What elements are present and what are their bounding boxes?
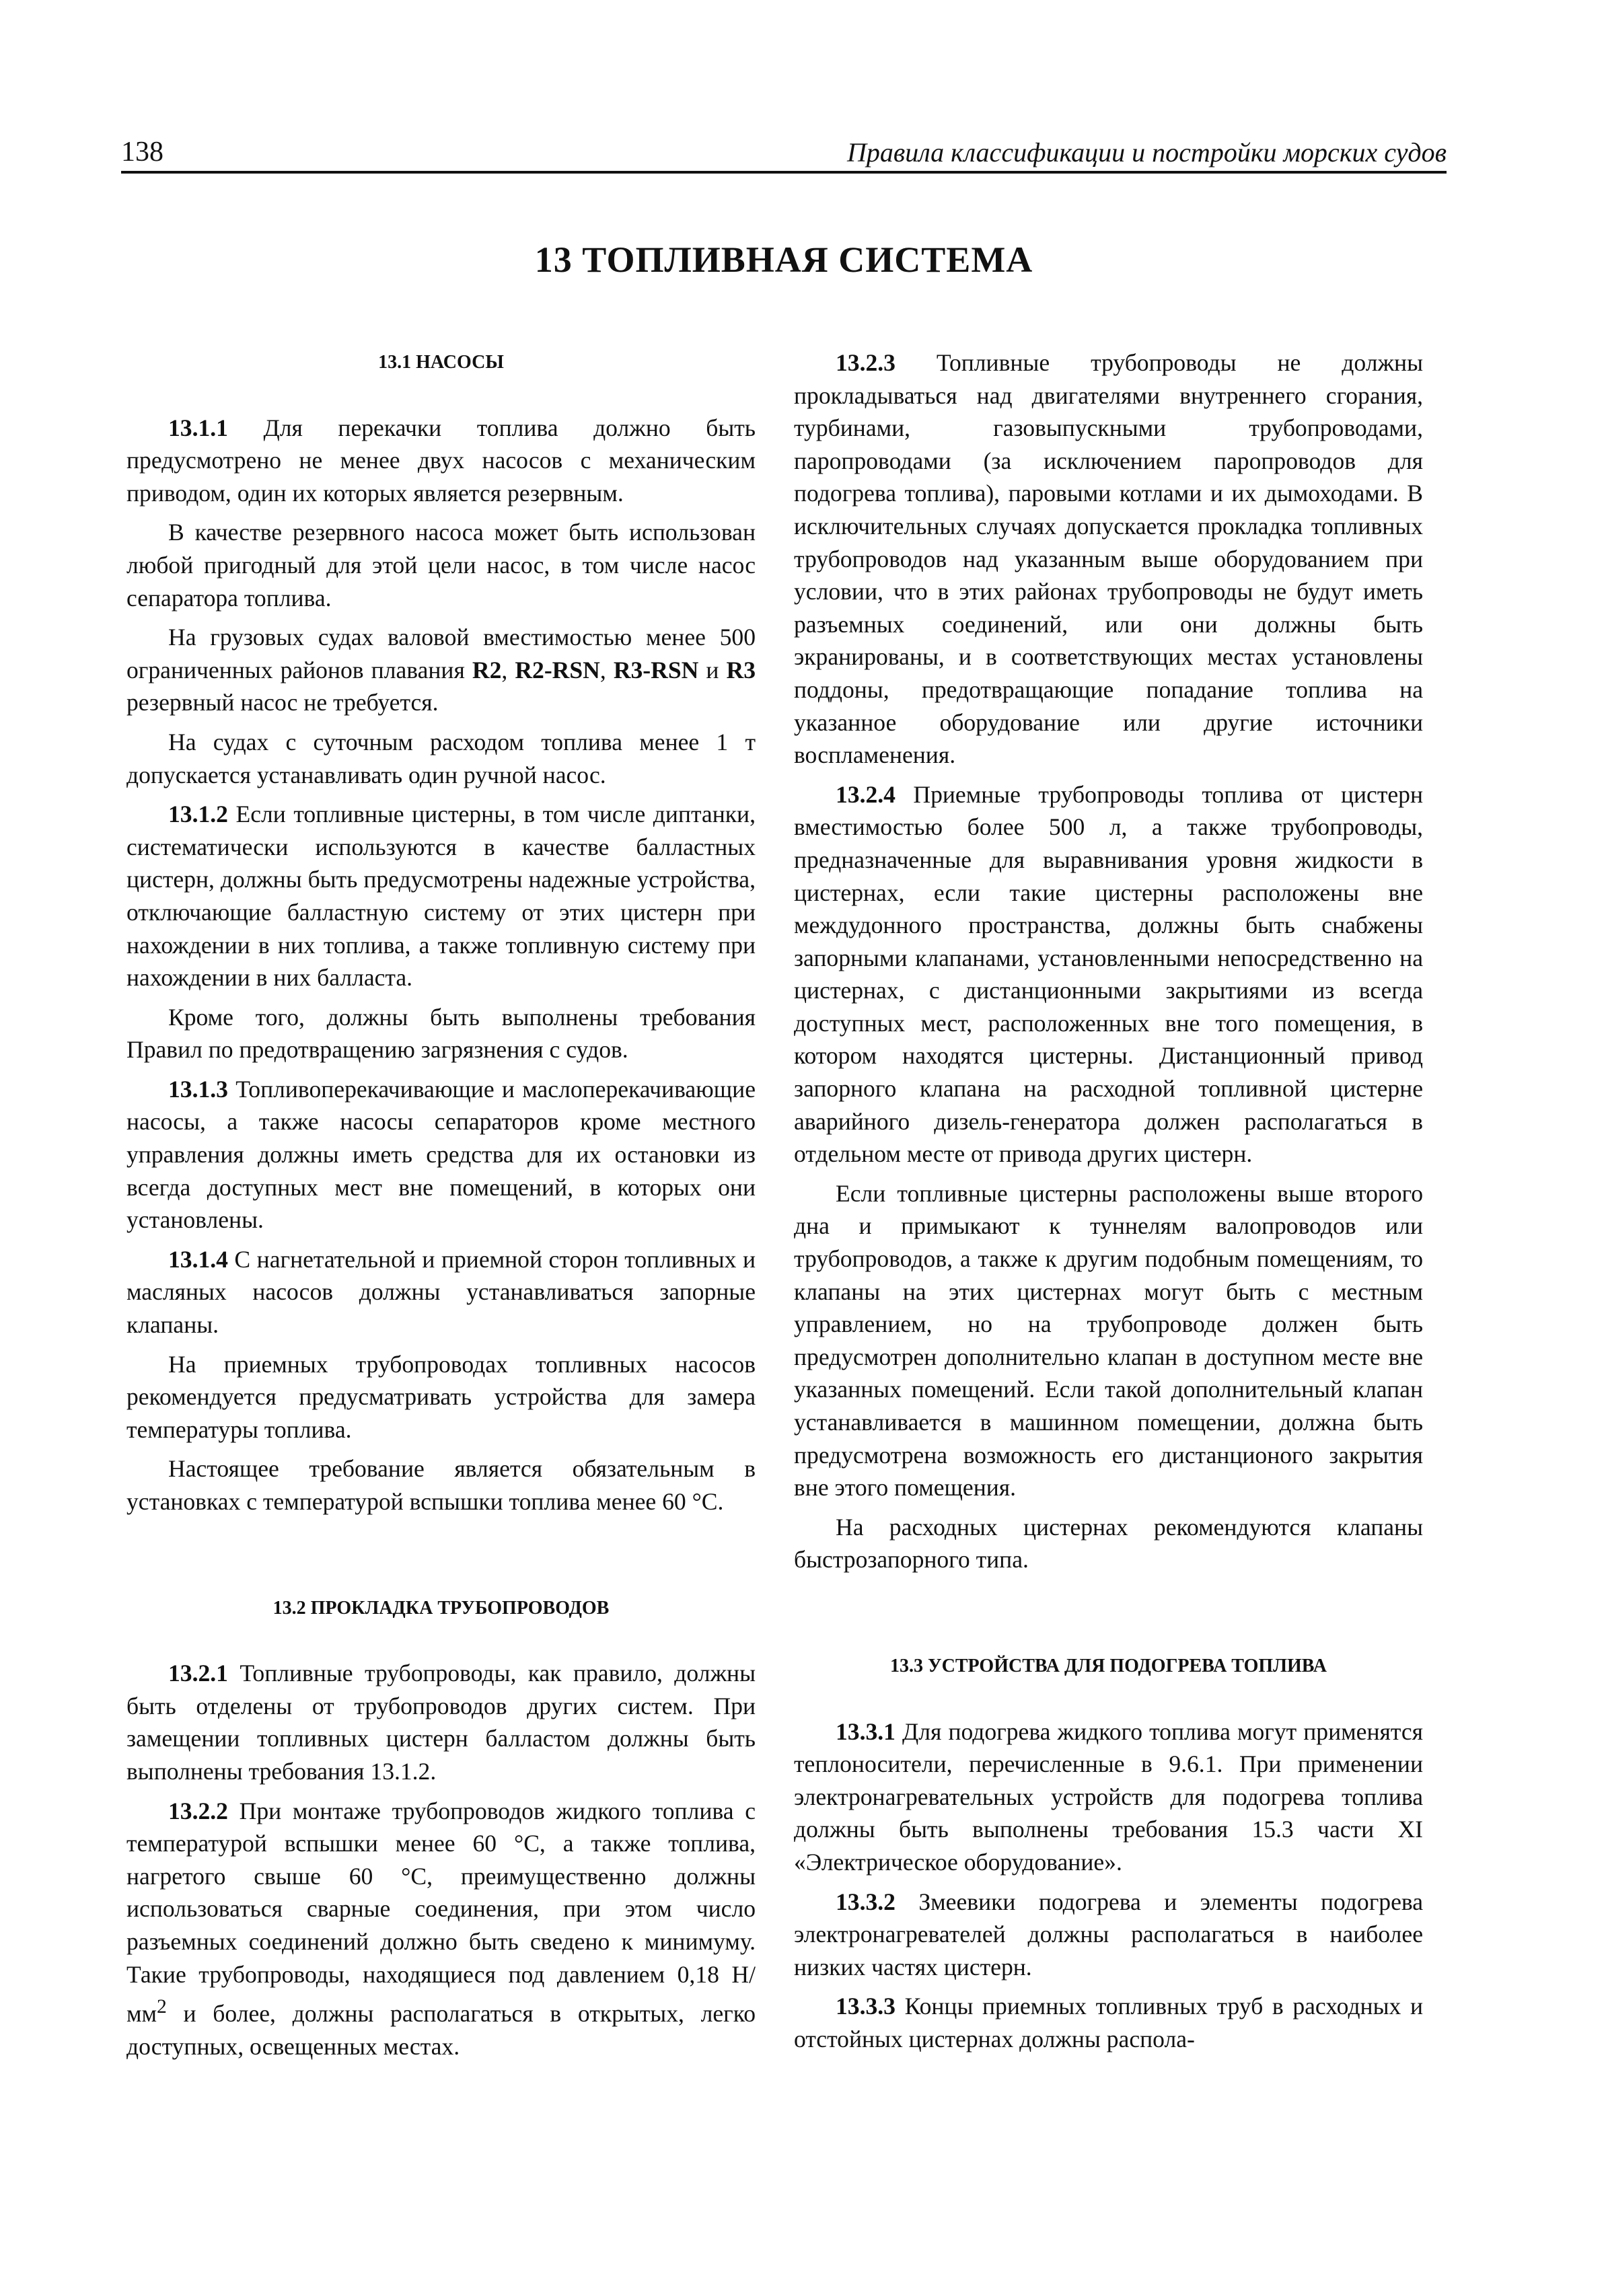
- clause-number: 13.3.2: [836, 1888, 896, 1915]
- area-r3-rsn: R3-RSN: [613, 656, 699, 683]
- clause-number: 13.1.3: [168, 1075, 228, 1103]
- superscript: 2: [157, 1996, 167, 2018]
- clause-number: 13.3.1: [836, 1717, 896, 1745]
- paragraph-service-tanks: На расходных цистернах рекомендуются клапаны быстрозапорного типа.: [794, 1513, 1423, 1573]
- paragraph-temperature-devices: На приемных трубопроводах топливных насосов рекомендуется предусматривать устройства для замера температуры топлива.: [126, 1350, 756, 1443]
- separator-text: и: [698, 656, 727, 683]
- paragraph-13-2-4: [794, 778, 1423, 1171]
- page-number: 138: [121, 137, 163, 168]
- separator-text: ,: [501, 656, 515, 683]
- paragraph-pollution: Кроме того, должны быть выполнены требования Правил по предотвращению загрязнения с судов.: [126, 1003, 756, 1064]
- paragraph-13-1-3: [126, 1073, 756, 1236]
- clause-number: 13.1.1: [168, 414, 228, 441]
- paragraph-text: Приемные трубопроводы топлива от цистерн вместимостью более 500 л, а также трубопроводы, предназначенные для выравнивания уровня жидкости в цистернах, если такие цистерны расположены вне междудонного пространства, должны быть снабжены запорными клапанами, установленными непосредственно на цистернах, с дистанционными закрытиями из всегда доступных мест, расположенных вне того помещения, в котором находятся цистерны. Дистанционный привод запорного клапана на расходной топливной цистерне аварийного дизель-генератора должен располагаться в отдельном месте от привода других цистерн.: [794, 780, 1423, 1168]
- paragraph-mandatory: Настоящее требование является обязательным в установках с температурой вспышки топлива менее 60 °С.: [126, 1455, 756, 1515]
- paragraph-13-1-1: [126, 412, 756, 510]
- area-r3: R3: [726, 656, 756, 683]
- paragraph-13-2-1: [126, 1657, 756, 1787]
- paragraph-text: При монтаже трубопроводов жидкого топлива с температурой вспышки менее 60 °С, а также топлива, нагретого свыше 60 °С, преимущественно должны использоваться сварные соединения, при этом число разъемных соединений должно быть сведено к минимуму. Такие трубопроводы, находящиеся под давлением 0,18 Н/мм: [126, 1797, 756, 2027]
- section-heading-13-1: 13.1 НАСОСЫ: [378, 352, 504, 373]
- paragraph-text: Топливные трубопроводы, как правило, должны быть отделены от трубопроводов других систем. При замещении топливных цистерн балластом должны быть выполнены требования 13.1.2.: [126, 1660, 756, 1785]
- paragraph-13-3-2: [794, 1886, 1423, 1984]
- left-column: [126, 346, 756, 2063]
- section-heading-13-2: 13.2 ПРОКЛАДКА ТРУБОПРОВОДОВ: [272, 1597, 610, 1619]
- clause-number: 13.2.3: [836, 349, 896, 376]
- paragraph-text: Концы приемных топливных труб в расходных и отстойных цистернах должны распола-: [794, 1993, 1423, 2052]
- paragraph-text: Топливоперекачивающие и маслоперекачивающие насосы, а также насосы сепараторов кроме местного управления должны иметь средства для их остановки из всегда доступных мест вне помещений, в которых они установлены.: [126, 1075, 756, 1234]
- area-r2: R2: [472, 656, 502, 683]
- clause-number: 13.2.1: [168, 1660, 228, 1687]
- paragraph-13-2-2: [126, 1795, 756, 2063]
- paragraph-text: и более, должны располагаться в открытых, легко доступных, освещенных местах.: [126, 1999, 756, 2060]
- paragraph-text: На грузовых судах валовой вместимостью менее 500 ограниченных районов плавания: [126, 624, 756, 683]
- separator-text: ,: [599, 656, 614, 683]
- paragraph-13-3-1: [794, 1715, 1423, 1879]
- area-r2-rsn: R2-RSN: [515, 656, 600, 683]
- paragraph-13-1-2: [126, 798, 756, 994]
- clause-number: 13.3.3: [836, 1993, 896, 2020]
- right-column: [794, 346, 1423, 2056]
- section-heading-13-3: 13.3 УСТРОЙСТВА ДЛЯ ПОДОГРЕВА ТОПЛИВА: [890, 1655, 1327, 1676]
- chapter-title: 13 ТОПЛИВНАЯ СИСТЕМА: [534, 239, 1033, 280]
- paragraph-text: Для перекачки топлива должно быть предусмотрено не менее двух насосов с механическим приводом, один их которых является резервным.: [126, 414, 756, 507]
- paragraph-reserve-pump: В качестве резервного насоса может быть использован любой пригодный для этой цели насос, в том числе насос сепаратора топлива.: [126, 519, 756, 612]
- paragraph-13-2-3: [794, 346, 1423, 772]
- paragraph-text: Топливные трубопроводы не должны прокладываться над двигателями внутреннего сгорания, турбинами, газовыпускными трубопроводами, паропроводами (за исключением паропроводов для подогрева топлива), паровыми котлами и их дымоходами. В исключительных случаях допускается прокладка топливных трубопроводов над указанным выше оборудованием при условии, что в этих районах трубопроводы не будут иметь разъемных соединений, или они должны быть экранированы, и в соответствующих местах установлены поддоны, предотвращающие попадание топлива на указанное оборудование или другие источники воспламенения.: [794, 349, 1423, 769]
- paragraph-daily-consumption: На судах с суточным расходом топлива менее 1 т допускается устанавливать один ручной насос.: [126, 728, 756, 788]
- paragraph-13-3-3: [794, 1990, 1423, 2055]
- clause-number: 13.1.4: [168, 1245, 228, 1273]
- paragraph-text: Для подогрева жидкого топлива могут применятся теплоносители, перечисленные в 9.6.1. При применении электронагревательных устройств для подогрева топлива должны быть выполнены требования 15.3 части XI «Электрическое оборудование».: [794, 1717, 1423, 1876]
- clause-number: 13.2.4: [836, 780, 896, 808]
- clause-number: 13.2.2: [168, 1797, 228, 1824]
- page-header: [121, 128, 1447, 174]
- paragraph-tanks-above-double-bottom: Если топливные цистерны расположены выше второго дна и примыкают к туннелям валопроводов или трубопроводов, а также к другим подобным помещениям, то клапаны на этих цистернах могут быть с местным управлением, но на трубопроводе должен быть предусмотрен дополнительно клапан в доступном месте вне указанных помещений. Если такой дополнительный клапан устанавливается в машинном помещении, должна быть предусмотрена возможность его дистанционого закрытия вне этого помещения.: [794, 1179, 1423, 1502]
- paragraph-cargo-ships: [126, 621, 756, 719]
- paragraph-text: Змеевики подогрева и элементы подогрева электронагревателей должны располагаться в наиболее низких частях цистерн.: [794, 1888, 1423, 1980]
- paragraph-text: резервный насос не требуется.: [126, 689, 439, 716]
- running-title: Правила классификации и постройки морских судов: [846, 137, 1447, 168]
- paragraph-text: Если топливные цистерны, в том числе диптанки, систематически используются в качестве балластных цистерн, должны быть предусмотрены надежные устройства, отключающие балластную систему от этих цистерн при нахождении в них топлива, а также топливную систему при нахождении в них балласта.: [126, 801, 756, 992]
- paragraph-text: С нагнетательной и приемной сторон топливных и масляных насосов должны устанавливаться запорные клапаны.: [126, 1245, 756, 1339]
- clause-number: 13.1.2: [168, 801, 228, 828]
- paragraph-13-1-4: [126, 1243, 756, 1341]
